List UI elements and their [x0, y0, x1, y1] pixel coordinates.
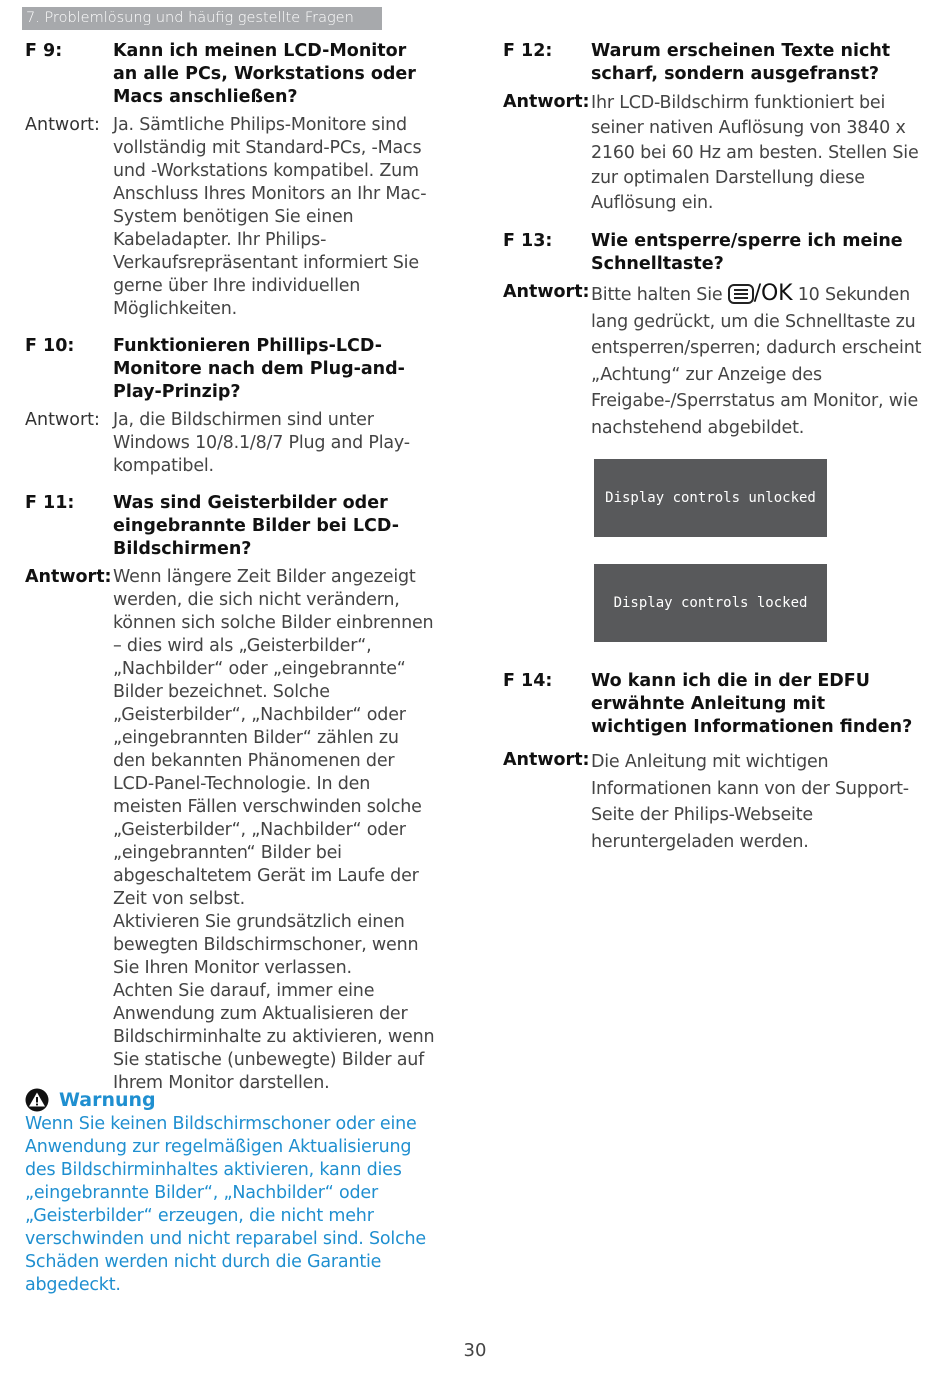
answer-text: Ja, die Bildschirmen sind unter Windows 10/8.1/8/7 Plug and Play-kompatibel.: [113, 410, 410, 476]
question-label: F 9:: [25, 41, 63, 61]
question-12: [503, 40, 923, 86]
warning-box: [25, 1087, 435, 1297]
answer-label: Antwort:: [503, 282, 590, 302]
warning-icon: [25, 1088, 49, 1112]
question-label: F 10:: [25, 336, 75, 356]
question-label: F 12:: [503, 41, 553, 61]
answer-paragraph: Aktivieren Sie grundsätzlich einen bewegten Bildschirmschoner, wenn Sie Ihren Monitor verlassen.: [113, 912, 419, 978]
question-label: F 11:: [25, 493, 75, 513]
answer-13: [503, 281, 923, 441]
answer-text: Ja. Sämtliche Philips-Monitore sind vollständig mit Standard-PCs, -Macs und -Workstations kompatibel. Zum Anschluss Ihres Monitors an Ihr Mac-System benötigen Sie einen Kabeladapter. Ihr Philips-Verkaufsrepräsentant informiert Sie gerne über Ihre individuellen Möglichkeiten.: [113, 115, 427, 319]
ok-key-label: /OK: [753, 281, 793, 306]
answer-10: [25, 409, 435, 478]
answer-suffix: 10 Sekunden lang gedrückt, um die Schnelltaste zu entsperren/sperren; dadurch erscheint „Achtung“ zur Anzeige des Freigabe-/Sperrstatus am Monitor, wie nachstehend abgebildet.: [591, 285, 922, 438]
answer-label: Antwort:: [25, 410, 100, 430]
question-14: [503, 670, 923, 739]
menu-icon: [728, 284, 754, 304]
answer-text: Die Anleitung mit wichtigen Informationen kann von der Support-Seite der Philips-Webseite heruntergeladen werden.: [591, 752, 909, 852]
question-11: [25, 492, 435, 561]
question-label: F 14:: [503, 671, 553, 691]
answer-12: [503, 91, 923, 216]
answer-prefix: Bitte halten Sie: [591, 285, 723, 305]
right-column: [503, 40, 923, 869]
question-13: [503, 230, 923, 276]
left-column: [25, 40, 435, 1109]
answer-text: [591, 281, 923, 441]
question-text: Wie entsperre/sperre ich meine Schnelltaste?: [591, 231, 903, 274]
answer-9: [25, 114, 435, 321]
warning-title: Warnung: [59, 1089, 156, 1111]
question-text: Funktionieren Phillips-LCD-Monitore nach dem Plug-and-Play-Prinzip?: [113, 336, 405, 402]
question-10: [25, 335, 435, 404]
question-text: Was sind Geisterbilder oder eingebrannte Bilder bei LCD-Bildschirmen?: [113, 493, 399, 559]
answer-label: Antwort:: [503, 92, 590, 112]
answer-text: Ihr LCD-Bildschirm funktioniert bei seiner nativen Auflösung von 3840 x 2160 bei 60 Hz am besten. Stellen Sie zur optimalen Darstellung diese Auflösung ein.: [591, 93, 919, 213]
question-text: Wo kann ich die in der EDFU erwähnte Anleitung mit wichtigen Informationen finden?: [591, 671, 913, 737]
answer-14: [503, 749, 923, 855]
question-label: F 13:: [503, 231, 553, 251]
question-text: Kann ich meinen LCD-Monitor an alle PCs, Workstations oder Macs anschließen?: [113, 41, 416, 107]
answer-paragraph: Wenn längere Zeit Bilder angezeigt werden, die sich nicht verändern, können sich solche Bilder einbrennen – dies wird als „Geisterbilder“, „Nachbilder“ oder „eingebrannte“ Bilder bezeichnet. Solche „Geisterbilder“, „Nachbilder“ oder „eingebrannten Bilder“ zählen zu den bekannten Phänomenen der LCD-Panel-Technologie. In den meisten Fällen verschwinden solche „Geisterbilder“, „Nachbilder“ oder „eingebrannten“ Bilder bei abgeschaltetem Gerät im Laufe der Zeit von selbst.: [113, 567, 434, 909]
question-9: [25, 40, 435, 109]
answer-text: [113, 566, 435, 1095]
question-text: Warum erscheinen Texte nicht scharf, sondern ausgefranst?: [591, 41, 891, 84]
answer-label: Antwort:: [25, 567, 112, 587]
answer-11: [25, 566, 435, 1095]
page-number: 30: [463, 1340, 487, 1361]
answer-paragraph: Achten Sie darauf, immer eine Anwendung zum Aktualisieren der Bildschirminhalte zu aktivieren, wenn Sie statische (unbewegte) Bilder auf Ihrem Monitor darstellen.: [113, 981, 435, 1093]
osd-message-locked: Display controls locked: [594, 564, 827, 642]
answer-label: Antwort:: [503, 750, 590, 770]
warning-body: Wenn Sie keinen Bildschirmschoner oder eine Anwendung zur regelmäßigen Aktualisierung des Bildschirminhaltes aktivieren, kann dies „eingebrannte Bilder“, „Nachbilder“ oder „Geisterbilder“ erzeugen, die nicht mehr verschwinden und nicht reparabel sind. Solche Schäden werden nicht durch die Garantie abgedeckt.: [25, 1114, 426, 1295]
osd-message-unlocked: Display controls unlocked: [594, 459, 827, 537]
answer-label: Antwort:: [25, 115, 100, 135]
warning-title-row: [25, 1087, 435, 1113]
section-title: 7. Problemlösung und häufig gestellte Fragen: [22, 7, 382, 30]
